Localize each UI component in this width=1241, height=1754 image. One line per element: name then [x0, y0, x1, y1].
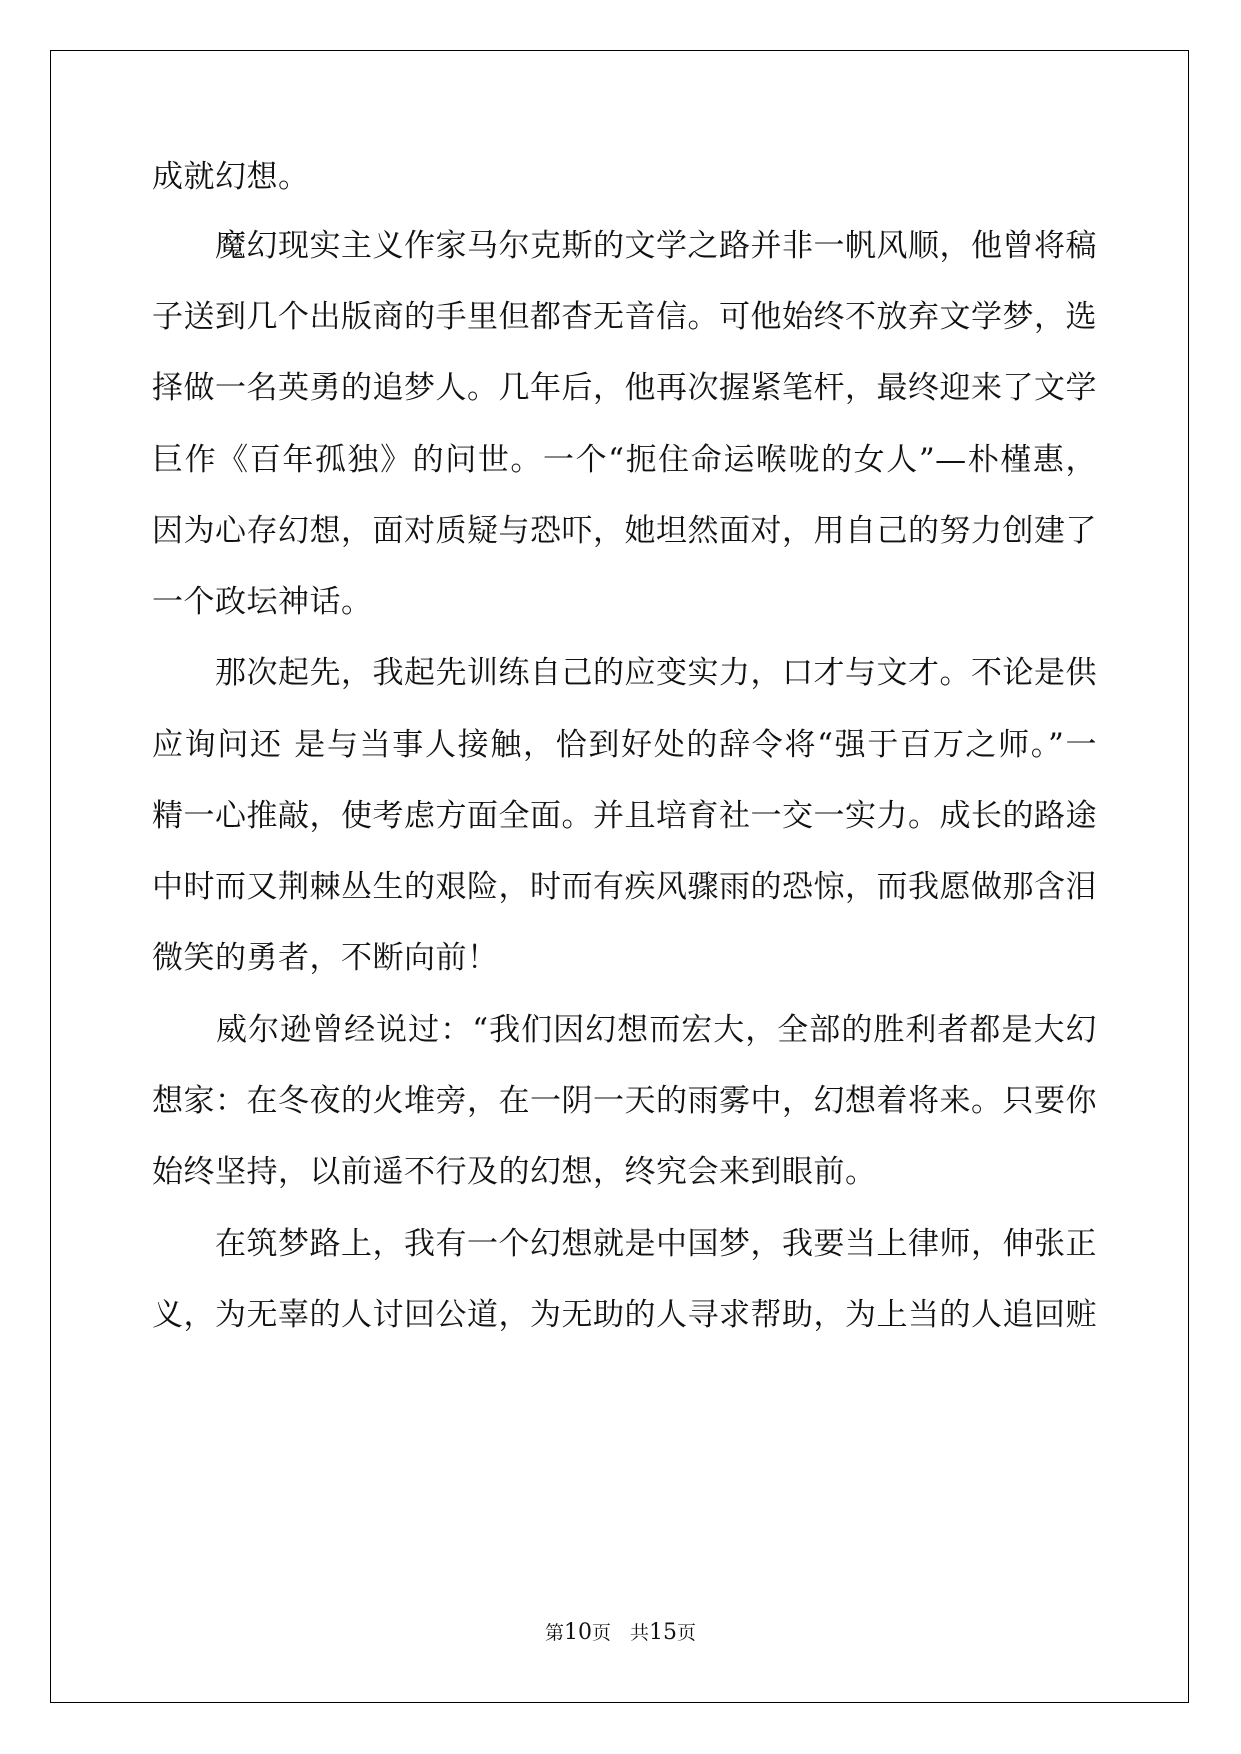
text-line: 义，为无辜的人讨回公道，为无助的人寻求帮助，为上当的人追回赃 — [152, 1297, 1097, 1333]
text-line: 因为心存幻想，面对质疑与恐吓，她坦然面对，用自己的努力创建了 — [152, 513, 1097, 549]
text-line: 微笑的勇者，不断向前！ — [152, 940, 499, 976]
page-total-number: 15 — [649, 1620, 677, 1645]
text-line: 巨作《百年孤独》的问世。一个“扼住命运喉咙的女人”—朴槿惠， — [152, 442, 1097, 478]
text-line: 择做一名英勇的追梦人。几年后，他再次握紧笔杆，最终迎来了文学 — [152, 370, 1097, 406]
text-line: 成就幻想。 — [152, 159, 310, 195]
text-line: 威尔逊曾经说过：“我们因幻想而宏大，全部的胜利者都是大幻 — [152, 1012, 1097, 1048]
text-line: 子送到几个出版商的手里但都杳无音信。可他始终不放弃文学梦，选 — [152, 299, 1097, 335]
page-footer — [0, 1618, 1241, 1645]
page-suffix: 页 — [677, 1622, 697, 1644]
text-line: 应询问还 是与当事人接触，恰到好处的辞令将“强于百万之师。”一 — [152, 727, 1097, 763]
text-line: 想家：在冬夜的火堆旁，在一阴一天的雨雾中，幻想着将来。只要你 — [152, 1083, 1097, 1119]
page-current-number: 10 — [563, 1620, 592, 1645]
text-line: 始终坚持，以前遥不行及的幻想，终究会来到眼前。 — [152, 1154, 877, 1190]
text-line: 在筑梦路上，我有一个幻想就是中国梦，我要当上律师，伸张正 — [152, 1226, 1097, 1262]
text-line: 那次起先，我起先训练自己的应变实力，口才与文才。不论是供 — [152, 655, 1097, 691]
page-prefix: 第 — [544, 1622, 564, 1644]
text-line: 一个政坛神话。 — [152, 584, 373, 620]
text-line: 精一心推敲，使考虑方面全面。并且培育社一交一实力。成长的路途 — [152, 798, 1097, 834]
page-mid: 页 共 — [591, 1622, 649, 1644]
text-line: 魔幻现实主义作家马尔克斯的文学之路并非一帆风顺，他曾将稿 — [152, 228, 1097, 264]
text-line: 中时而又荆棘丛生的艰险，时而有疾风骤雨的恐惊，而我愿做那含泪 — [152, 869, 1097, 905]
